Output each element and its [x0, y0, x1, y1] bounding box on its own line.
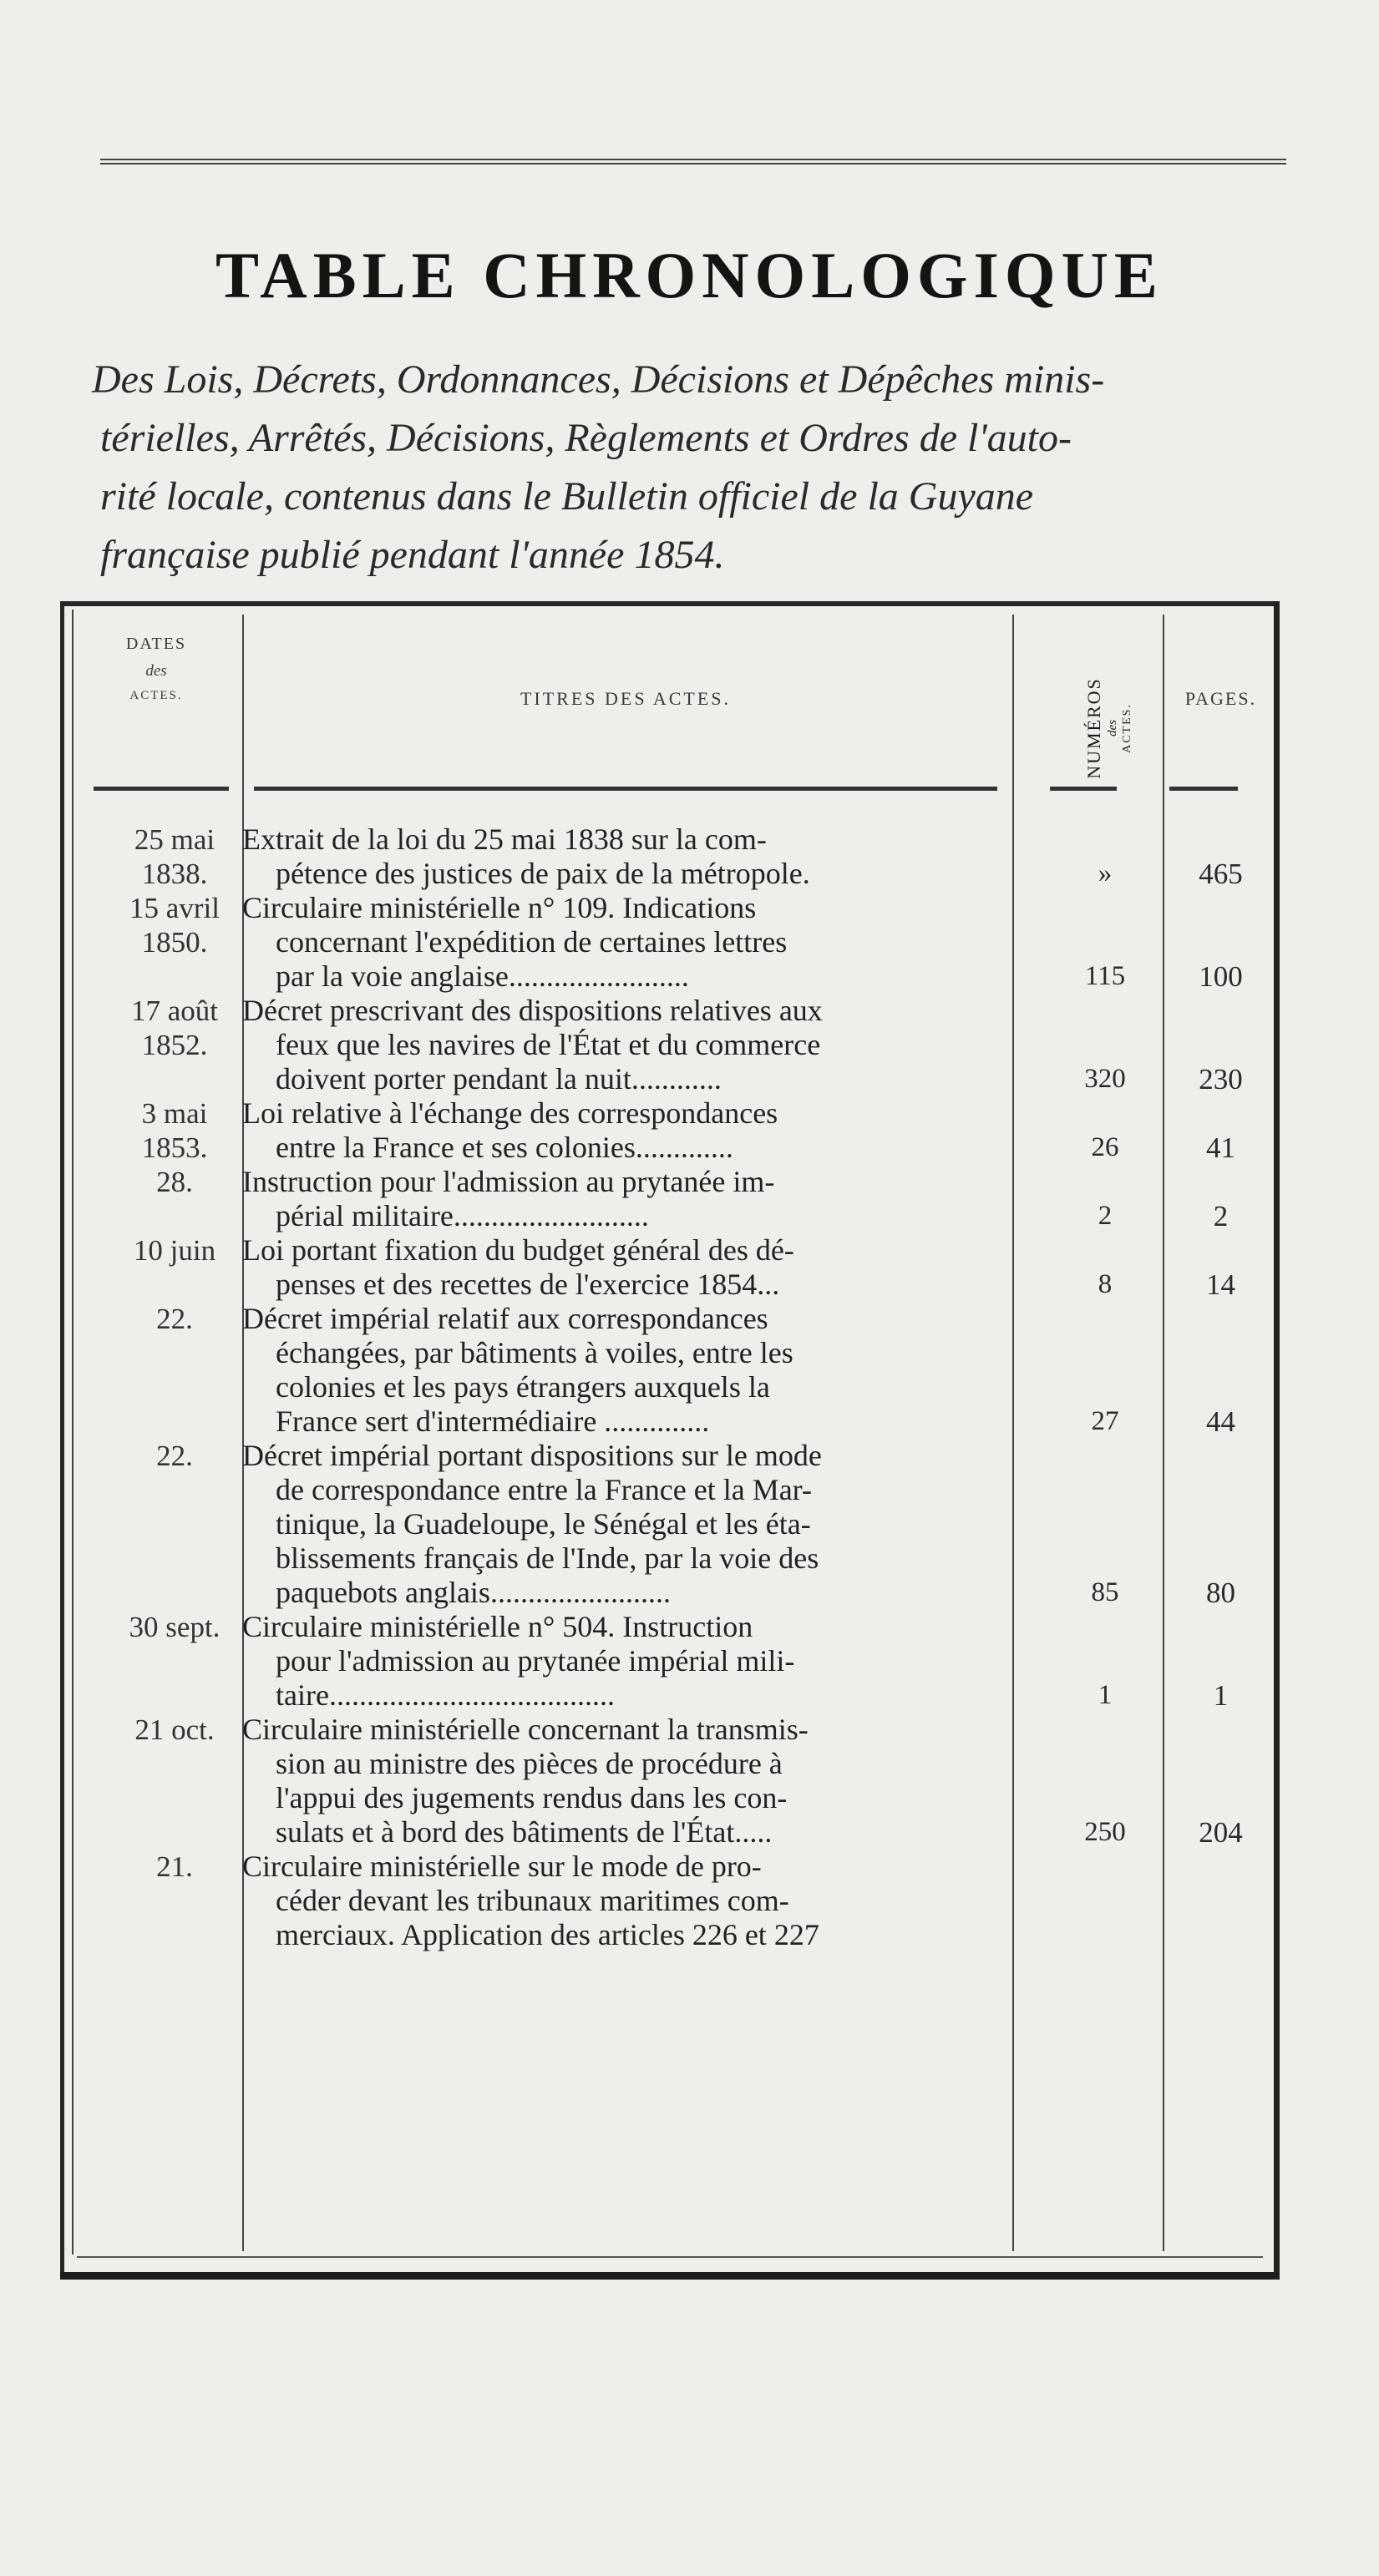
row-page: 80: [1206, 1576, 1235, 1609]
row-date-line: 30 sept.: [129, 1611, 221, 1643]
table-row: [60, 891, 1280, 994]
header-rule-pages: [1169, 787, 1238, 791]
table-row: [60, 1610, 1280, 1713]
page-title: TABLE CHRONOLOGIQUE: [215, 239, 1164, 311]
row-date: [79, 822, 271, 891]
table-row: [60, 822, 1280, 891]
row-date-line: 1850.: [141, 926, 208, 959]
row-title-line: penses et des recettes de l'exercice 1854...: [276, 1268, 780, 1301]
header-dates-line: ACTES.: [129, 689, 183, 702]
row-title-line: par la voie anglaise........................: [276, 959, 689, 993]
row-date-line: 22.: [156, 1440, 193, 1472]
row-date-line: 3 mai: [141, 1097, 208, 1130]
row-title-line: Décret impérial relatif aux correspondances: [242, 1302, 768, 1335]
row-numero: 85: [1091, 1577, 1119, 1607]
row-numero: 2: [1098, 1201, 1113, 1231]
row-title-line: tinique, la Guadeloupe, le Sénégal et les éta-: [276, 1507, 811, 1541]
row-title: [242, 994, 1019, 1096]
row-title: [242, 1439, 1019, 1610]
row-numero: 26: [1091, 1132, 1119, 1162]
row-title-line: Extrait de la loi du 25 mai 1838 sur la com-: [242, 822, 767, 856]
row-title-line: Circulaire ministérielle sur le mode de pro-: [242, 1850, 762, 1883]
row-date-line: 1852.: [141, 1029, 208, 1061]
row-date: [79, 1096, 271, 1165]
row-date: [79, 1165, 271, 1199]
row-numero: 1: [1098, 1680, 1113, 1710]
table-bottom-inner-border: [77, 2256, 1263, 2258]
row-title-line: Décret impérial portant dispositions sur le mode: [242, 1439, 822, 1472]
table-row: [60, 1850, 1280, 1952]
row-numero: 250: [1084, 1817, 1126, 1847]
header-rule-dates: [94, 787, 229, 791]
row-page: 14: [1206, 1268, 1235, 1301]
row-numero: 27: [1091, 1406, 1119, 1436]
table-row: [60, 1233, 1280, 1302]
row-date: [79, 1439, 271, 1473]
row-title-line: échangées, par bâtiments à voiles, entre les: [276, 1336, 793, 1369]
header-rule-titles: [254, 787, 997, 791]
row-date-line: 10 juin: [133, 1234, 216, 1267]
row-page: 1: [1213, 1679, 1229, 1712]
row-title-line: doivent porter pendant la nuit............: [276, 1062, 722, 1096]
row-title-line: blissements français de l'Inde, par la voie des: [276, 1541, 819, 1575]
row-title: [242, 1302, 1019, 1439]
header-titles: TITRES DES ACTES.: [520, 688, 732, 709]
header-numeros-line: des: [1106, 720, 1119, 736]
row-date-line: 15 avril: [129, 892, 220, 924]
table-row: [60, 1302, 1280, 1439]
row-title-line: concernant l'expédition de certaines lettres: [276, 925, 788, 959]
row-title-line: céder devant les tribunaux maritimes com-: [276, 1884, 789, 1917]
subtitle: [92, 351, 1286, 585]
table-row: [60, 1096, 1280, 1165]
row-title-line: entre la France et ses colonies.............: [276, 1131, 733, 1164]
subtitle-line: rité locale, contenus dans le Bulletin officiel de la Guyane: [100, 474, 1034, 519]
row-page: 100: [1199, 960, 1243, 993]
row-title-line: taire......................................: [276, 1678, 615, 1712]
row-date: [79, 1850, 271, 1884]
row-title-line: Loi relative à l'échange des correspondances: [242, 1096, 778, 1130]
table-row: [60, 1713, 1280, 1850]
row-title-line: merciaux. Application des articles 226 et 227: [276, 1918, 819, 1951]
top-double-rule: [100, 159, 1286, 164]
table-body: [60, 822, 1280, 1952]
row-date: [79, 1713, 271, 1747]
table-top-border: [60, 601, 1280, 606]
row-title: [242, 891, 1019, 994]
row-date-line: 21.: [156, 1850, 193, 1883]
row-title: [242, 822, 1019, 891]
row-title-line: pétence des justices de paix de la métropole.: [276, 857, 810, 890]
row-date-line: 22.: [156, 1303, 193, 1335]
row-date: [79, 1302, 271, 1336]
header-numeros-line: ACTES.: [1121, 703, 1133, 753]
row-title-line: paquebots anglais........................: [276, 1576, 671, 1609]
row-title-line: sulats et à bord des bâtiments de l'État.....: [276, 1815, 773, 1849]
header-pages: PAGES.: [1184, 688, 1257, 709]
row-date-line: 25 mai: [134, 823, 215, 856]
subtitle-line: térielles, Arrêtés, Décisions, Règlements et Ordres de l'auto-: [100, 416, 1072, 460]
table-row: [60, 994, 1280, 1096]
row-date: [79, 994, 271, 1062]
row-page: 204: [1199, 1816, 1243, 1849]
row-title-line: Circulaire ministérielle n° 504. Instruction: [242, 1610, 753, 1643]
row-title-line: périal militaire..........................: [276, 1199, 649, 1232]
row-title-line: Instruction pour l'admission au prytanée im-: [242, 1165, 775, 1198]
row-numero: 115: [1084, 961, 1126, 991]
subtitle-line: Des Lois, Décrets, Ordonnances, Décisions et Dépêches minis-: [92, 357, 1105, 402]
row-date-line: 21 oct.: [134, 1713, 215, 1746]
row-date: [79, 1233, 271, 1268]
row-title: [242, 1713, 1019, 1850]
row-title: [242, 1233, 1019, 1302]
row-title-line: Circulaire ministérielle n° 109. Indications: [242, 891, 757, 924]
row-title-line: Décret prescrivant des dispositions relatives aux: [242, 994, 823, 1027]
row-title: [242, 1610, 1019, 1713]
header-numeros-line: NUMÉROS: [1083, 677, 1104, 779]
row-title: [242, 1165, 1019, 1233]
table-row: [60, 1165, 1280, 1233]
row-date: [79, 1610, 271, 1644]
row-title-line: colonies et les pays étrangers auxquels la: [276, 1370, 770, 1404]
header-dates-line: des: [145, 662, 167, 680]
row-page: 41: [1206, 1131, 1235, 1164]
row-title-line: l'appui des jugements rendus dans les con-: [276, 1781, 788, 1814]
row-title-line: de correspondance entre la France et la Mar-: [276, 1473, 812, 1506]
row-numero: »: [1098, 858, 1113, 888]
row-title: [242, 1096, 1019, 1165]
row-page: 2: [1213, 1200, 1229, 1232]
chronological-table: [60, 601, 1280, 2280]
table-bottom-border: [60, 2272, 1280, 2280]
subtitle-line: française publié pendant l'année 1854.: [100, 533, 725, 577]
row-date-line: 28.: [156, 1166, 193, 1198]
table-row: [60, 1439, 1280, 1610]
row-date-line: 17 août: [130, 994, 218, 1027]
row-title-line: Circulaire ministérielle concernant la transmis-: [242, 1713, 809, 1746]
row-page: 465: [1199, 858, 1243, 890]
header-dates-line: DATES: [125, 635, 187, 653]
row-title-line: feux que les navires de l'État et du commerce: [276, 1028, 821, 1061]
row-date-line: 1853.: [141, 1131, 208, 1164]
row-numero: 8: [1098, 1269, 1113, 1299]
row-date-line: 1838.: [141, 858, 208, 890]
row-date: [79, 891, 271, 959]
row-title-line: pour l'admission au prytanée impérial mili-: [276, 1644, 795, 1678]
row-title-line: France sert d'intermédiaire ..............: [276, 1404, 710, 1438]
header-dates: [85, 635, 227, 703]
row-title-line: Loi portant fixation du budget général des dé-: [242, 1233, 794, 1267]
row-title-line: sion au ministre des pièces de procédure à: [276, 1747, 783, 1780]
row-numero: 320: [1084, 1064, 1126, 1094]
row-page: 44: [1206, 1405, 1235, 1438]
row-page: 230: [1199, 1063, 1243, 1096]
row-title: [242, 1850, 1019, 1952]
